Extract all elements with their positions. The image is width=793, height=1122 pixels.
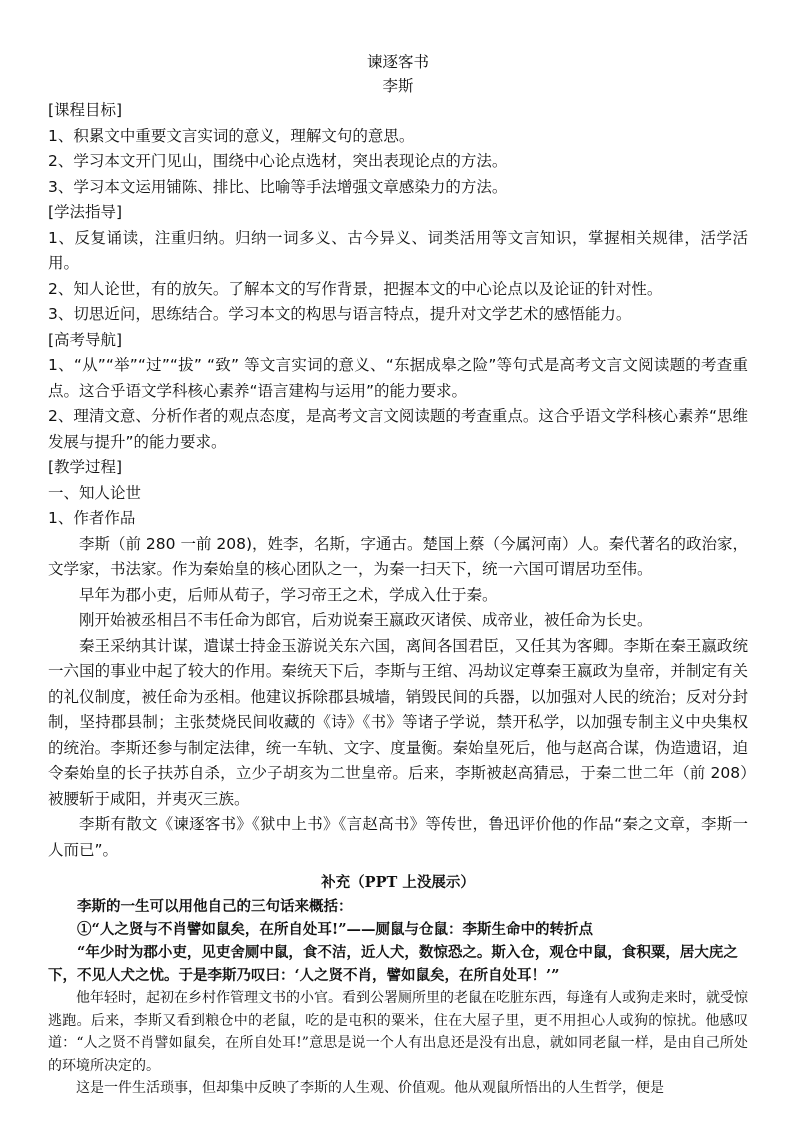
doc-author: 李斯 xyxy=(382,77,414,95)
body-paragraph: 李斯（前 280 一前 208)，姓李，名斯，字通古。楚国上蔡（今属河南）人。秦代著名的政治家，文学家，书法家。作为秦始皇的核心团队之一，为秦一扫天下，统一六国可谓居功至伟。 xyxy=(48,534,749,578)
goal-item: 3、学习本文运用铺陈、排比、比喻等手法增强文章感染力的方法。 xyxy=(48,177,508,196)
supplement-explanation: 他年轻时，起初在乡村作管理文书的小官。看到公署厕所里的老鼠在吃脏东西，每逢有人或狗走来时，就受惊逃跑。后来，李斯又看到粮仓中的老鼠，吃的是屯积的粟米，住在大屋子里，更不用担心人或狗的惊扰。他感叹道：“人之贤不肖譬如鼠矣，在所自处耳!”意思是说一个人有出息还是没有出息，就如同老鼠一样，是由自己所处的环境所决定的。 xyxy=(48,990,748,1074)
method-item: 3、切思近问，思练结合。学习本文的构思与语言特点，提升对文学艺术的感悟能力。 xyxy=(48,305,632,323)
section-heading-process: [教学过程] xyxy=(48,458,123,476)
body-paragraph: 刚开始被丞相吕不韦任命为郎官，后劝说秦王嬴政灭诸侯、成帝业，被任命为长史。 xyxy=(79,611,653,629)
document-page xyxy=(48,50,748,1100)
goal-item: 1、积累文中重要文言实词的意义，理解文句的意思。 xyxy=(48,126,415,145)
supplement-last-line: 这是一件生活琐事，但却集中反映了李斯的人生观、价值观。他从观鼠所悟出的人生哲学，便是 xyxy=(76,1080,664,1096)
doc-title: 谏逐客书 xyxy=(366,53,429,71)
exam-item: 2、理清文意、分析作者的观点态度，是高考文言文阅读题的考查重点。这合乎语文学科核心素养“思维发展与提升”的能力要求。 xyxy=(48,407,748,451)
process-heading-2: 1、作者作品 xyxy=(48,509,136,527)
body-paragraph: 秦王采纳其计谋，遣谋士持金玉游说关东六国，离间各国君臣，又任其为客卿。李斯在秦王嬴政统一六国的事业中起了较大的作用。秦统天下后，李斯与王绾、冯劫议定尊秦王嬴政为皇帝，并制定有关的礼仪制度，被任命为丞相。他建议拆除郡县城墙，销毁民间的兵器，以加强对人民的统治；反对分封制，坚持郡县制；主张焚烧民间收藏的《诗》《书》等诸子学说，禁开私学，以加强专制主义中央集权的统治。李斯还参与制定法律，统一车轨、文字、度量衡。秦始皇死后，他与赵高合谋，伪造遗诏，迫令秦始皇的长子扶苏自杀，立少子胡亥为二世皇帝。后来，李斯被赵高猜忌，于秦二世二年（前 208）被腰斩于咸阳，并夷灭三族。 xyxy=(48,636,748,808)
supplement-section xyxy=(48,871,748,1100)
goal-item: 2、学习本文开门见山，围绕中心论点选材，突出表现论点的方法。 xyxy=(48,152,508,170)
exam-item: 1、“从”“举”“过”“拔” “致” 等文言实词的意义、“东据成皋之险”等句式是高考文言文阅读题的考查重点。这合乎语文学科核心素养“语言建构与运用”的能力要求。 xyxy=(48,356,748,400)
body-paragraph: 早年为郡小吏，后师从荀子，学习帝王之术，学成入仕于秦。 xyxy=(79,585,498,604)
process-heading-1: 一、知人论世 xyxy=(48,483,142,502)
section-heading-method: [学法指导] xyxy=(48,203,123,221)
supplement-item: ①“人之贤与不肖譬如鼠矣，在所自处耳!”——厕鼠与仓鼠：李斯生命中的转折点 xyxy=(77,921,594,938)
section-heading-goals: [课程目标] xyxy=(48,101,123,119)
method-item: 2、知人论世，有的放矢。了解本文的写作背景，把握本文的中心论点以及论证的针对性。 xyxy=(48,279,663,298)
supplement-quote: “年少时为郡小吏，见吏舍厕中鼠，食不洁，近人犬，数惊恐之。斯入仓，观仓中鼠，食积粟，居大庑之下，不见人犬之忧。于是李斯乃叹曰：‘人之贤不肖，譬如鼠矣，在所自处耳！’” xyxy=(48,944,738,984)
method-item: 1、反复诵读，注重归纳。归纳一词多义、古今异义、词类活用等文言知识，掌握相关规律，活学活用。 xyxy=(48,228,748,272)
supplement-intro: 李斯的一生可以用他自己的三句话来概括： xyxy=(77,898,353,915)
supplement-title: 补充（PPT 上没展示） xyxy=(321,874,475,891)
section-heading-exam: [高考导航] xyxy=(48,330,123,349)
body-paragraph: 李斯有散文《谏逐客书》《狱中上书》《言赵高书》等传世，鲁迅评价他的作品“秦之文章，李斯一人而已”。 xyxy=(48,815,748,859)
